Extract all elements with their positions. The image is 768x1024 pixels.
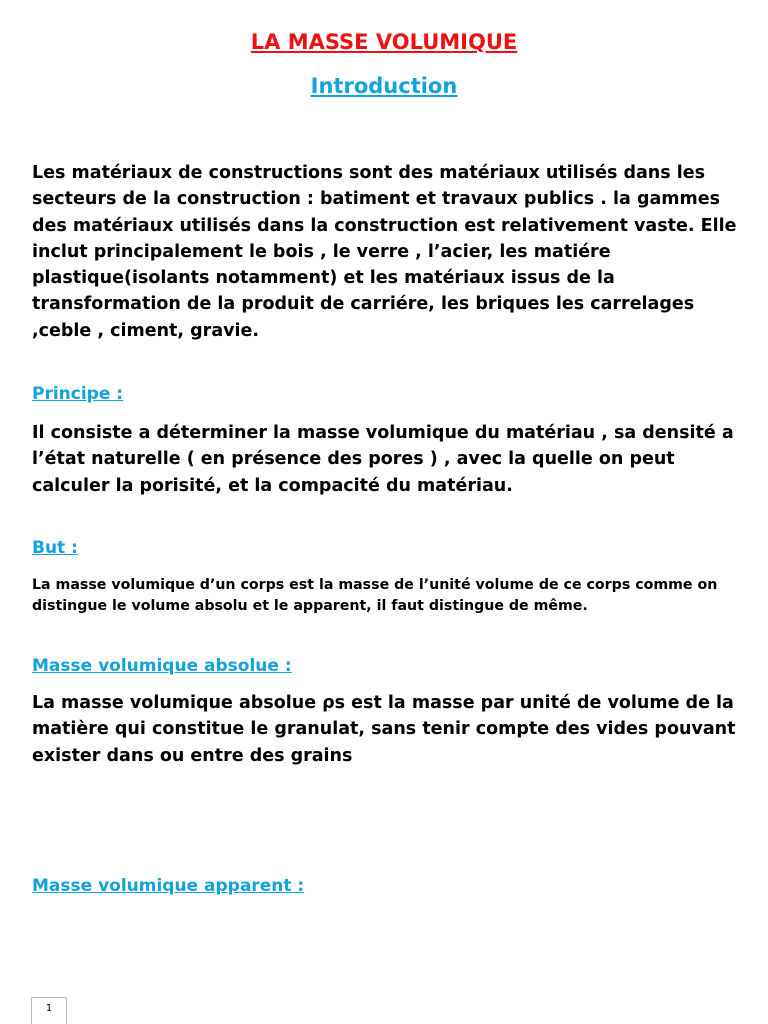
masse-volumique-absolue-paragraph: La masse volumique absolue ρs est la masse par unité de volume de la matière qui constitue le granulat, sans tenir compte des vides pouvant exister dans ou entre des grains [32,693,736,766]
but-paragraph: La masse volumique d’un corps est la masse de l’unité volume de ce corps comme on distingue le volume absolu et le apparent, il faut distingue de même. [32,577,718,614]
but-heading: But : [32,538,78,558]
principe-paragraph: Il consiste a déterminer la masse volumique du matériau , sa densité a l’état naturelle ( en présence des pores ) , avec la quelle on peut calculer la porisité, et la compacité du matériau. [32,423,734,496]
introduction-paragraph: Les matériaux de constructions sont des matériaux utilisés dans les secteurs de la construction : batiment et travaux publics . la gammes des matériaux utilisés dans la construction est relativement vaste. Elle inclut principalement le bois , le verre , l’acier, les matiére plastique(isolants notamment) et les matériaux issus de la transformation de la produit de carriére, les briques les carrelages ,ceble , ciment, gravie. [32,163,737,341]
page-number-box [31,997,67,1024]
masse-volumique-apparent-heading: Masse volumique apparent : [32,876,305,896]
principe-heading: Principe : [32,384,124,404]
page-number: 1 [45,1003,53,1014]
masse-volumique-absolue-heading: Masse volumique absolue : [32,656,292,676]
introduction-heading: Introduction [310,74,458,98]
document-title: LA MASSE VOLUMIQUE [250,30,518,54]
